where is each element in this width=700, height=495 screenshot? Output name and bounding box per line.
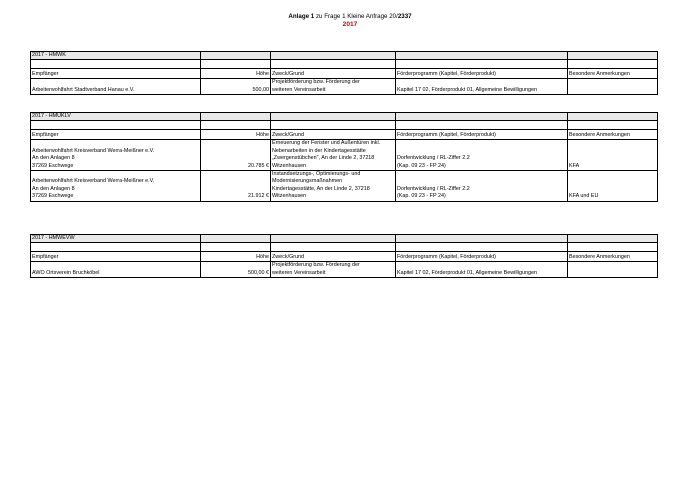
amount-cell: 20.785 € — [201, 140, 271, 171]
amount-cell: 21.912 € — [201, 171, 271, 202]
recipient-cell — [31, 262, 201, 278]
empty-cell — [568, 121, 658, 130]
purpose-cell — [271, 140, 396, 171]
empty-cell — [31, 60, 201, 69]
empty-cell — [271, 60, 396, 69]
header-recipient: Empfänger — [31, 69, 201, 79]
recipient-cell-line: Arbeiterwohlfahrt Stadtverband Hanau e.V. — [32, 86, 135, 93]
header-program: Förderprogramm (Kapitel, Förderprodukt) — [396, 130, 568, 140]
program-cell-line: (Kap. 09 23 - FP 24) — [397, 162, 446, 169]
remarks-cell: KFA und EU — [568, 171, 658, 202]
recipient-cell-line: Arbeiterwohlfahrt Kreisverband Werra-Meißner e.V. — [32, 178, 155, 185]
purpose-cell-line: Modernisierungsmaßnahmen — [272, 178, 343, 185]
section-title: 2017 - HMWK — [31, 52, 201, 60]
program-cell-line: Dorfentwicklung / RL-Ziffer 2.2 — [397, 185, 470, 192]
header-amount: Höhe — [201, 130, 271, 140]
empty-cell — [271, 243, 396, 252]
purpose-cell-line: Projektförderung bzw. Förderung der — [272, 262, 360, 269]
column-header-row — [31, 130, 658, 140]
section-table — [30, 51, 658, 95]
purpose-cell-line: „Zwergenstübchen", An der Linde 2, 37218 — [272, 155, 375, 162]
empty-cell — [201, 121, 271, 130]
recipient-cell — [31, 140, 201, 171]
empty-cell — [201, 60, 271, 69]
section-title-row — [31, 235, 658, 243]
table-row — [31, 262, 658, 278]
empty-cell — [396, 121, 568, 130]
title-rest: zu Frage 1 Kleine Anfrage 20/ — [314, 13, 398, 20]
empty-cell — [568, 113, 658, 121]
header-program: Förderprogramm (Kapitel, Förderprodukt) — [396, 252, 568, 262]
header-program: Förderprogramm (Kapitel, Förderprodukt) — [396, 69, 568, 79]
purpose-cell-line: Nebenarbeiten in der Kindertagesstätte — [272, 147, 366, 154]
amount-cell: 500,00 € — [201, 262, 271, 278]
section-title-row — [31, 113, 658, 121]
column-header-row — [31, 252, 658, 262]
document-year: 2017 — [342, 21, 358, 28]
program-cell-line: Kapitel 17 02, Förderprodukt 01, Allgemeine Bewilligungen — [397, 86, 537, 93]
recipient-cell — [31, 79, 201, 95]
empty-cell — [201, 243, 271, 252]
header-remarks: Besondere Anmerkungen — [568, 252, 658, 262]
document-header — [0, 13, 700, 29]
header-recipient: Empfänger — [31, 252, 201, 262]
blank-row — [31, 243, 658, 252]
purpose-cell-line: Erneuerung der Fenster und Außentüren inkl. — [272, 140, 381, 147]
purpose-cell-line: Kindertagesstätte, An der Linde 2, 37218 — [272, 185, 370, 192]
header-purpose: Zweck/Grund — [271, 130, 396, 140]
empty-cell — [271, 113, 396, 121]
purpose-cell-line: Projektförderung bzw. Förderung der — [272, 79, 360, 86]
purpose-cell-line: weiteren Vereinsarbeit — [272, 86, 326, 93]
blank-row — [31, 121, 658, 130]
empty-cell — [568, 235, 658, 243]
recipient-cell-line: Arbeiterwohlfahrt Kreisverband Werra-Meißner e.V. — [32, 147, 155, 154]
empty-cell — [31, 243, 201, 252]
amount-cell: 500,00 — [201, 79, 271, 95]
table-row — [31, 79, 658, 95]
recipient-cell-line: 37269 Eschwege — [32, 162, 74, 169]
empty-cell — [396, 52, 568, 60]
empty-cell — [568, 52, 658, 60]
empty-cell — [201, 113, 271, 121]
program-cell — [396, 171, 568, 202]
table-row — [31, 171, 658, 202]
recipient-cell-line: An den Anlagen 8 — [32, 185, 75, 192]
empty-cell — [201, 52, 271, 60]
section-title: 2017 - HMWEVW — [31, 235, 201, 243]
empty-cell — [31, 121, 201, 130]
section-title-row — [31, 52, 658, 60]
section-table — [30, 112, 658, 202]
section-table — [30, 234, 658, 278]
empty-cell — [271, 52, 396, 60]
program-cell — [396, 140, 568, 171]
empty-cell — [271, 121, 396, 130]
empty-cell — [201, 235, 271, 243]
remarks-cell: KFA — [568, 140, 658, 171]
column-header-row — [31, 69, 658, 79]
header-amount: Höhe — [201, 69, 271, 79]
purpose-cell-line: weiteren Vereinsarbeit — [272, 269, 326, 276]
remarks-cell — [568, 79, 658, 95]
purpose-cell-line: Instandsetzungs-, Optimierungs- und — [272, 171, 361, 178]
title-bold: Anlage 1 — [288, 13, 315, 20]
purpose-cell — [271, 171, 396, 202]
header-purpose: Zweck/Grund — [271, 252, 396, 262]
empty-cell — [568, 243, 658, 252]
section-title: 2017 - HMUKLV — [31, 113, 201, 121]
purpose-cell — [271, 262, 396, 278]
recipient-cell — [31, 171, 201, 202]
purpose-cell-line: Witzenhausen — [272, 162, 307, 169]
empty-cell — [396, 60, 568, 69]
header-remarks: Besondere Anmerkungen — [568, 130, 658, 140]
recipient-cell-line: An den Anlagen 8 — [32, 155, 75, 162]
program-cell-line: Dorfentwicklung / RL-Ziffer 2.2 — [397, 155, 470, 162]
header-amount: Höhe — [201, 252, 271, 262]
purpose-cell — [271, 79, 396, 95]
header-purpose: Zweck/Grund — [271, 69, 396, 79]
header-remarks: Besondere Anmerkungen — [568, 69, 658, 79]
recipient-cell-line: 37269 Eschwege — [32, 193, 74, 200]
blank-row — [31, 60, 658, 69]
remarks-cell — [568, 262, 658, 278]
document-title — [0, 13, 700, 21]
empty-cell — [396, 235, 568, 243]
empty-cell — [271, 235, 396, 243]
empty-cell — [396, 113, 568, 121]
table-row — [31, 140, 658, 171]
empty-cell — [568, 60, 658, 69]
program-cell — [396, 79, 568, 95]
purpose-cell-line: Witzenhausen — [272, 193, 307, 200]
empty-cell — [396, 243, 568, 252]
title-number: 2337 — [397, 13, 412, 20]
recipient-cell-line: AWO Ortsverein Bruchköbel — [32, 269, 100, 276]
program-cell-line: Kapitel 17 02, Förderprodukt 01, Allgemeine Bewilligungen — [397, 269, 537, 276]
program-cell-line: (Kap. 09 23 - FP 24) — [397, 193, 446, 200]
header-recipient: Empfänger — [31, 130, 201, 140]
program-cell — [396, 262, 568, 278]
